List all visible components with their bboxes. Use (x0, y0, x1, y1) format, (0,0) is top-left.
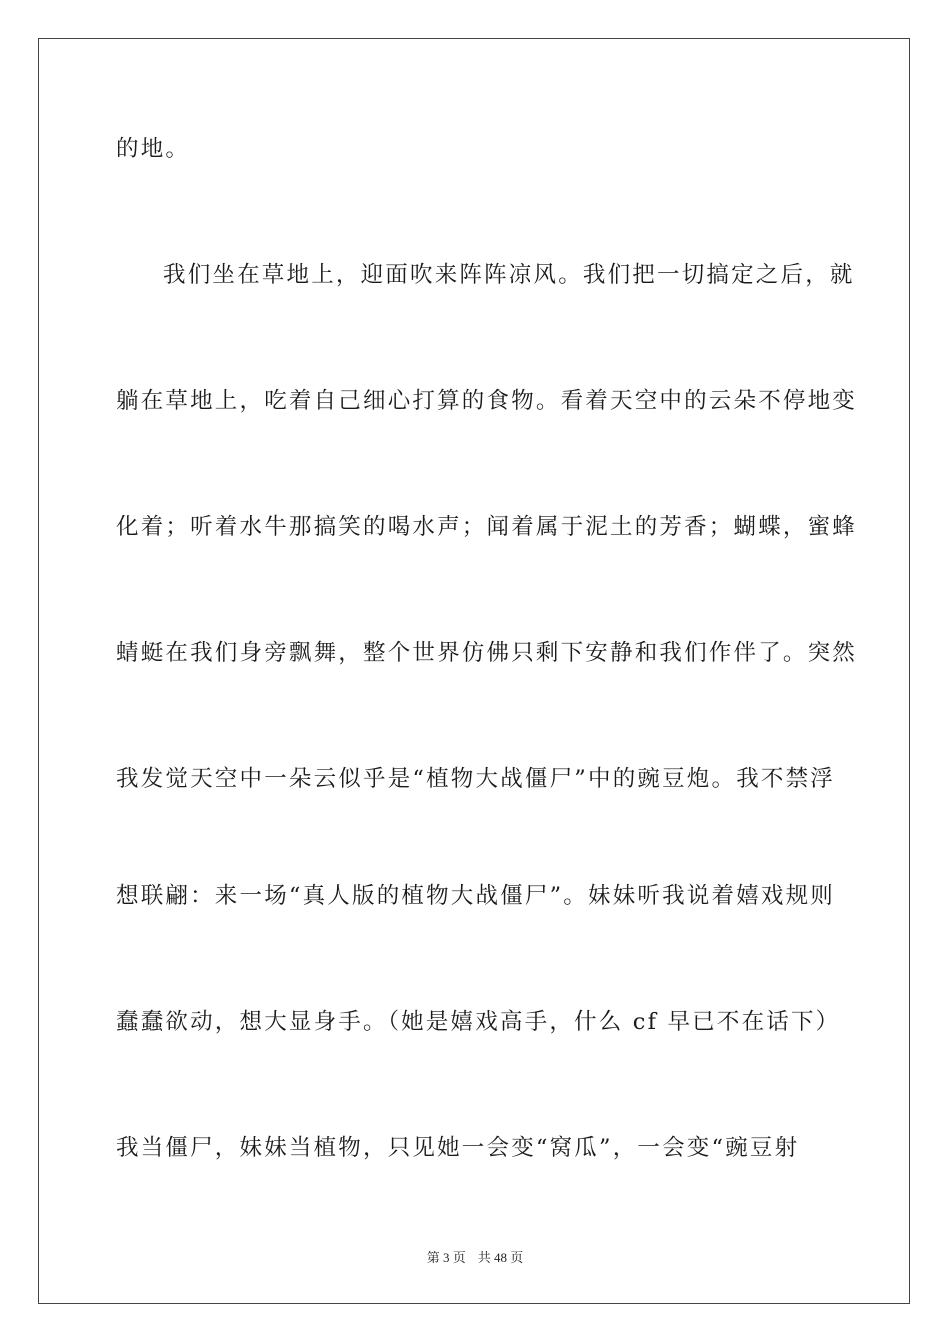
text-line: 的地。 (116, 136, 191, 162)
text-line: 想联翩：来一场“真人版的植物大战僵尸”。妹妹听我说着嬉戏规则 (116, 883, 836, 909)
text-line: 我发觉天空中一朵云似乎是“植物大战僵尸”中的豌豆炮。我不禁浮 (116, 766, 836, 792)
page-total: 共 48 页 (477, 1250, 524, 1265)
page-footer (0, 1247, 950, 1266)
text-line: 蠢蠢欲动，想大显身手。（她是嬉戏高手，什么 cf 早已不在话下） (116, 1009, 841, 1035)
text-line: 化着；听着水牛那搞笑的喝水声；闻着属于泥土的芳香；蝴蝶，蜜蜂 (116, 514, 858, 540)
text-line: 躺在草地上，吃着自己细心打算的食物。看着天空中的云朵不停地变 (116, 388, 858, 414)
page-number: 第 3 页 (426, 1250, 466, 1265)
paragraph-first-line: 我们坐在草地上，迎面吹来阵阵凉风。我们把一切搞定之后，就 (163, 262, 855, 288)
text-line: 蜻蜓在我们身旁飘舞，整个世界仿佛只剩下安静和我们作伴了。突然 (116, 640, 858, 666)
text-line: 我当僵尸，妹妹当植物，只见她一会变“窝瓜”，一会变“豌豆射 (116, 1135, 800, 1161)
page-border (38, 38, 910, 1304)
